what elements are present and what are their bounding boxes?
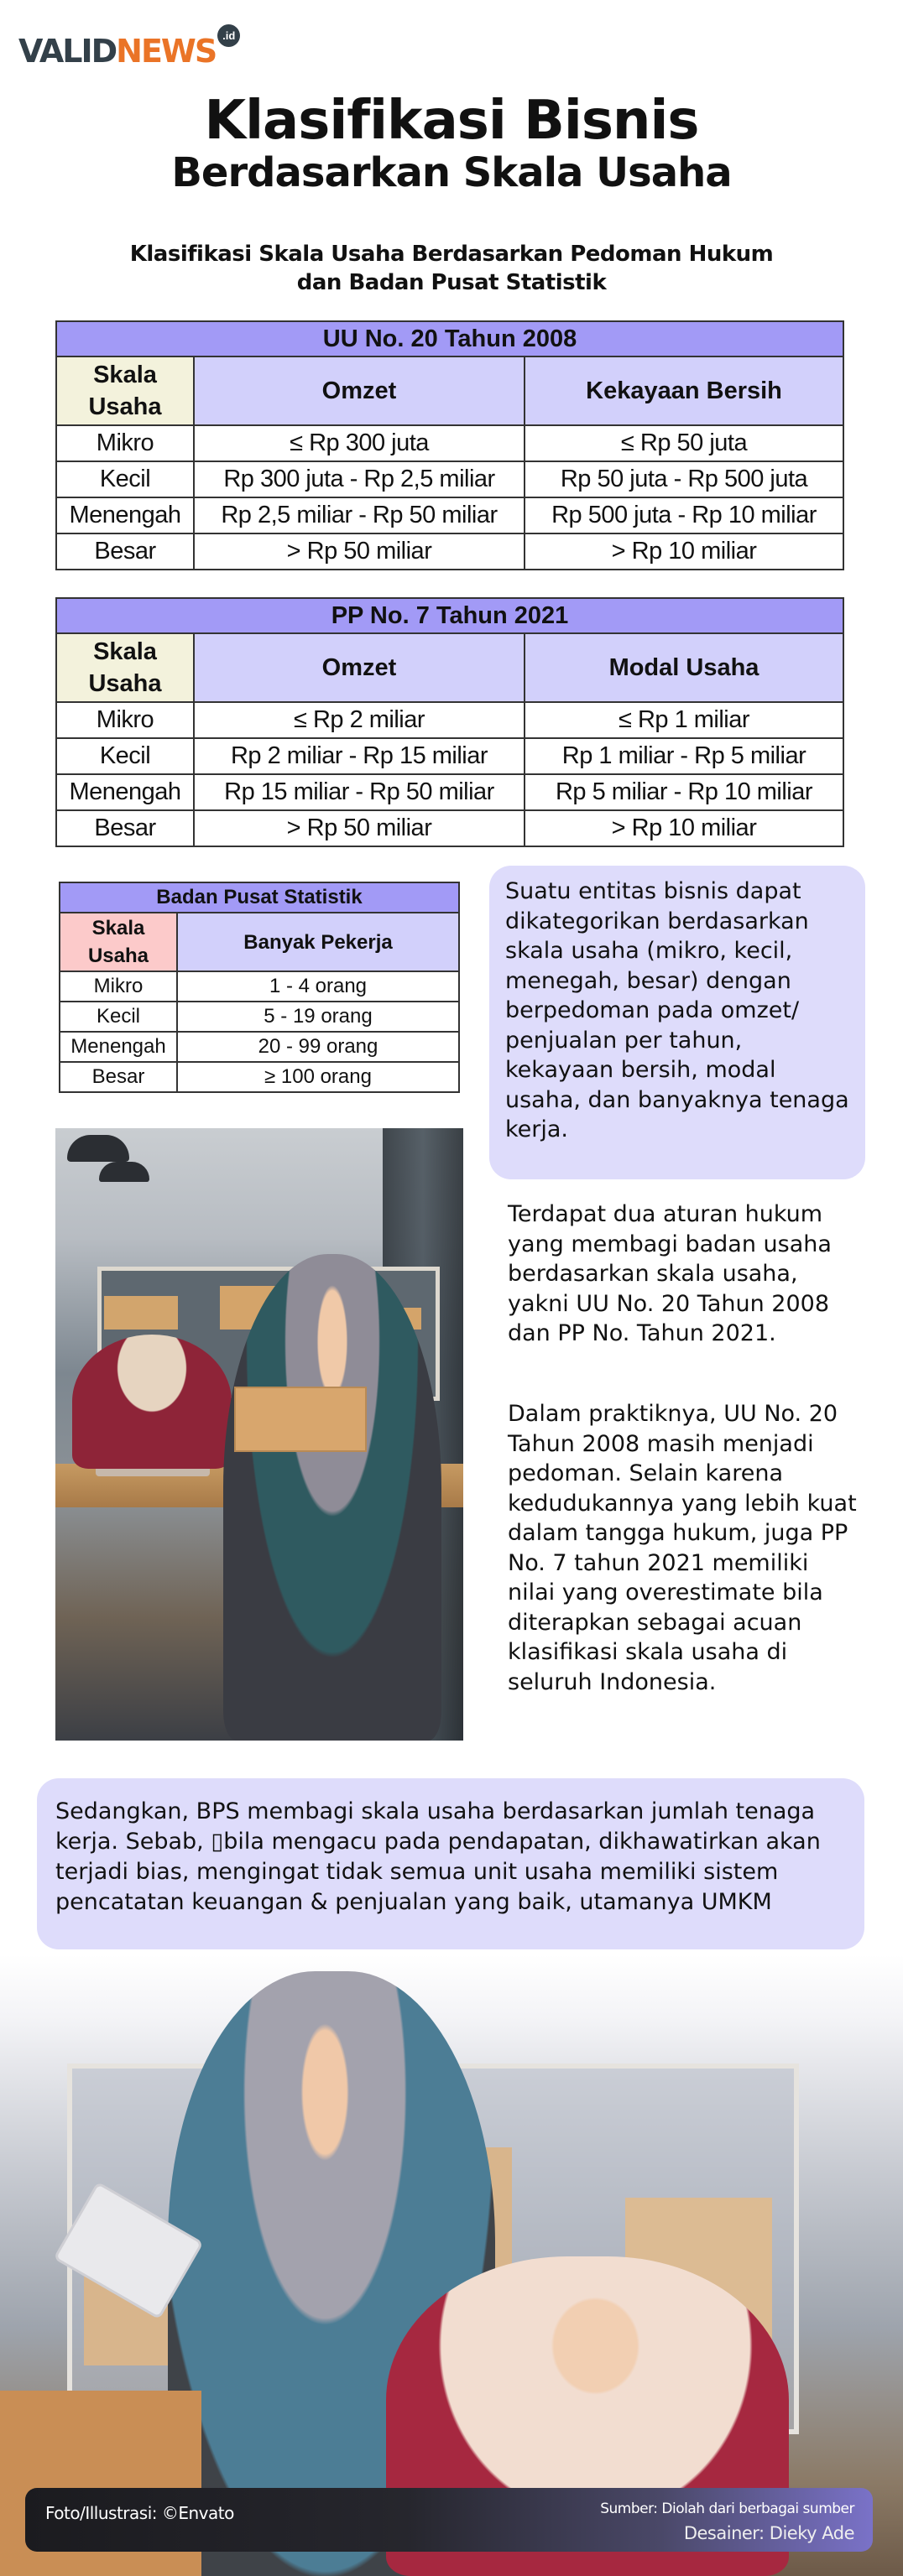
- table-pp-7-2021: [55, 597, 844, 847]
- cell-skala: Besar: [60, 1062, 177, 1092]
- header-omzet: Omzet: [194, 633, 525, 702]
- cell-omzet: > Rp 50 miliar: [194, 810, 525, 846]
- cell-kekayaan: > Rp 10 miliar: [525, 533, 843, 570]
- page-title: Klasifikasi Bisnis: [204, 90, 699, 152]
- photo-women-with-boxes: [55, 1128, 463, 1741]
- cell-skala: Mikro: [56, 425, 194, 461]
- table-caption: UU No. 20 Tahun 2008: [56, 321, 843, 356]
- header-skala-usaha: Skala Usaha: [56, 356, 194, 425]
- cell-omzet: Rp 15 miliar - Rp 50 miliar: [194, 774, 525, 810]
- cell-skala: Mikro: [56, 702, 194, 738]
- header-omzet: Omzet: [194, 356, 525, 425]
- intro-text-box: Suatu entitas bisnis dapat dikategorikan berdasarkan skala usaha (mikro, kecil, menegah, besar) dengan berpedoman pada omzet/ penjualan per tahun, kekayaan bersih, modal usaha, dan banyaknya tenaga kerja.: [489, 866, 865, 1179]
- header-modal-usaha: Modal Usaha: [525, 633, 843, 702]
- cell-skala: Menengah: [56, 497, 194, 533]
- table-caption: PP No. 7 Tahun 2021: [56, 598, 843, 633]
- cell-modal: ≤ Rp 1 miliar: [525, 702, 843, 738]
- logo-badge: .id: [217, 24, 240, 47]
- cell-modal: > Rp 10 miliar: [525, 810, 843, 846]
- practice-paragraph: Dalam praktiknya, UU No. 20 Tahun 2008 masih menjadi pedoman. Selain karena kedudukannya yang lebih kuat dalam tangga hukum, juga PP No. 7 tahun 2021 memiliki nilai yang overestimate bila diterapkan sebagai acuan klasifikasi skala usaha di seluruh Indonesia.: [508, 1401, 857, 1695]
- cell-modal: Rp 1 miliar - Rp 5 miliar: [525, 738, 843, 774]
- cell-kekayaan: Rp 50 juta - Rp 500 juta: [525, 461, 843, 497]
- table-row: [56, 497, 843, 533]
- person-standing: [223, 1254, 441, 1741]
- photo-credit: Foto/Illustrasi: ©Envato: [45, 2503, 234, 2523]
- cell-skala: Kecil: [56, 461, 194, 497]
- logo-valid: VALID: [18, 33, 117, 70]
- cell-skala: Menengah: [56, 774, 194, 810]
- cell-kekayaan: ≤ Rp 50 juta: [525, 425, 843, 461]
- bps-text-box: Sedangkan, BPS membagi skala usaha berdasarkan jumlah tenaga kerja. Sebab, ▯bila mengacu pada pendapatan, dikhawatirkan akan terjadi bias, mengingat tidak semua unit usaha memiliki sistem pencatatan keuangan & penjualan yang baik, utamanya UMKM: [37, 1778, 864, 1949]
- validnews-logo: [18, 25, 240, 70]
- cell-skala: Kecil: [56, 738, 194, 774]
- cell-omzet: ≤ Rp 2 miliar: [194, 702, 525, 738]
- pendant-lamp-icon: [99, 1162, 149, 1182]
- cell-skala: Kecil: [60, 1002, 177, 1032]
- cell-pekerja: 20 - 99 orang: [177, 1032, 459, 1062]
- rules-paragraph: Terdapat dua aturan hukum yang membagi badan usaha berdasarkan skala usaha, yakni UU No. 20 Tahun 2008 dan PP No. Tahun 2021.: [508, 1201, 832, 1346]
- header-kekayaan-bersih: Kekayaan Bersih: [525, 356, 843, 425]
- table-row: [60, 1002, 459, 1032]
- cell-omzet: ≤ Rp 300 juta: [194, 425, 525, 461]
- header-skala-usaha: Skala Usaha: [60, 913, 177, 971]
- table-row: [60, 971, 459, 1002]
- photo-women-tablet: [0, 1954, 903, 2576]
- table-uu-20-2008: [55, 320, 844, 570]
- box: [104, 1296, 178, 1330]
- cell-omzet: Rp 300 juta - Rp 2,5 miliar: [194, 461, 525, 497]
- cell-pekerja: 5 - 19 orang: [177, 1002, 459, 1032]
- table-caption: Badan Pusat Statistik: [60, 882, 459, 913]
- cell-omzet: Rp 2 miliar - Rp 15 miliar: [194, 738, 525, 774]
- person-seated: [72, 1335, 232, 1469]
- source-credit: Sumber: Diolah dari berbagai sumber: [600, 2501, 854, 2517]
- logo-news: NEWS: [116, 33, 217, 70]
- designer-credit: Desainer: Dieky Ade: [683, 2523, 854, 2543]
- table-row: [56, 461, 843, 497]
- pendant-lamp-icon: [67, 1135, 129, 1162]
- table-row: [56, 533, 843, 570]
- subtitle-line2: dan Badan Pusat Statistik: [296, 270, 607, 295]
- table-row: [56, 774, 843, 810]
- box: [234, 1387, 367, 1452]
- page-subtitle: [0, 240, 903, 297]
- cell-skala: Mikro: [60, 971, 177, 1002]
- subtitle-line1: Klasifikasi Skala Usaha Berdasarkan Pedoman Hukum: [129, 242, 774, 267]
- cell-omzet: > Rp 50 miliar: [194, 533, 525, 570]
- header-skala-usaha: Skala Usaha: [56, 633, 194, 702]
- cell-omzet: Rp 2,5 miliar - Rp 50 miliar: [194, 497, 525, 533]
- table-row: [60, 1032, 459, 1062]
- header-banyak-pekerja: Banyak Pekerja: [177, 913, 459, 971]
- cell-skala: Besar: [56, 810, 194, 846]
- table-bps: [59, 882, 460, 1093]
- table-row: [56, 738, 843, 774]
- page-title-line2: Berdasarkan Skala Usaha: [171, 149, 732, 196]
- cell-skala: Besar: [56, 533, 194, 570]
- cell-skala: Menengah: [60, 1032, 177, 1062]
- cell-pekerja: 1 - 4 orang: [177, 971, 459, 1002]
- table-row: [56, 810, 843, 846]
- table-row: [56, 702, 843, 738]
- footer-credits: [25, 2488, 873, 2552]
- table-row: [60, 1062, 459, 1092]
- cell-modal: Rp 5 miliar - Rp 10 miliar: [525, 774, 843, 810]
- table-row: [56, 425, 843, 461]
- cell-pekerja: ≥ 100 orang: [177, 1062, 459, 1092]
- cell-kekayaan: Rp 500 juta - Rp 10 miliar: [525, 497, 843, 533]
